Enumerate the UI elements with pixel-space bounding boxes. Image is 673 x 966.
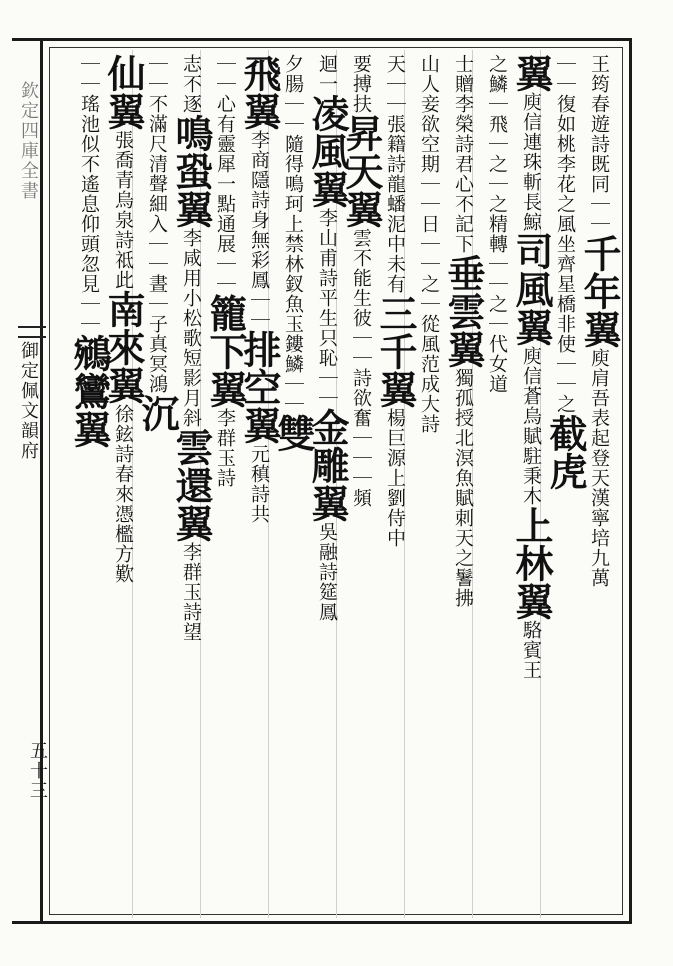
citation-text: 晝｜ — [146, 274, 168, 314]
citation-text: 日｜｜之｜從風范成大詩 — [418, 214, 440, 434]
citation-text: 獨孤授北溟魚賦刺天之鬐拂 — [452, 368, 474, 608]
fish-tail-mark — [18, 326, 46, 338]
margin-book-title: 御定佩文韻府 — [18, 341, 39, 461]
citation-text: 代女道 — [486, 334, 508, 394]
citation-text: 張籍詩龍蟠泥中未有 — [384, 114, 406, 294]
headword: 翼 — [509, 54, 554, 92]
citation-text: 庾信蒼烏賦駐秉木 — [520, 346, 542, 506]
headword: 上林翼 — [509, 506, 554, 620]
headword: 昇天翼 — [339, 114, 384, 228]
headword: 垂雲翼 — [441, 254, 486, 368]
citation-text: 山人妾欲空期｜｜ — [418, 54, 440, 214]
headword: 雲還翼 — [169, 428, 214, 542]
citation-text: 張喬青烏泉詩祗此 — [112, 130, 134, 290]
citation-text: 息仰頭忽見｜｜ — [78, 194, 100, 334]
citation-text: 之精轉｜｜之｜ — [486, 194, 508, 334]
citation-text: 之風坐齊星橋非使｜｜之 — [554, 194, 576, 414]
headword: 沉 — [135, 394, 180, 432]
citation-text: 李群玉詩望 — [180, 542, 202, 642]
citation-text: 之鱗｜飛｜之｜ — [486, 54, 508, 194]
citation-text: 元稹詩共 — [248, 444, 270, 524]
citation-text: 駱賓王 — [520, 620, 542, 680]
citation-text: 庾肩吾表起登天漢寧培九萬 — [588, 348, 610, 588]
citation-text: 志不逐 — [180, 54, 202, 114]
citation-text: 李商隱詩身無彩鳳｜｜ — [248, 130, 270, 330]
citation-text: ｜｜ — [146, 54, 168, 94]
citation-text: 李咸用小松歌短影月斜 — [180, 228, 202, 428]
citation-text: ｜｜隨得鳴珂上禁林 — [282, 94, 304, 274]
headword: 金雕翼 — [305, 408, 350, 522]
citation-text: 不滿尺清聲細入｜｜ — [146, 94, 168, 274]
citation-text: 釵魚玉鏤鱗｜｜ — [282, 274, 304, 414]
margin-strip — [12, 38, 48, 924]
citation-text: 王筠春遊詩既同 — [588, 54, 610, 194]
citation-text: 楊巨源上劉侍中 — [384, 408, 406, 548]
citation-text: ｜｜復如桃李花 — [554, 54, 576, 194]
headword: 籠下翼 — [203, 294, 248, 408]
headword: 排空翼 — [237, 330, 282, 444]
headword: 鳴蛩翼 — [169, 114, 214, 228]
headword: 截虎 — [543, 414, 588, 490]
headword: 鵷鸞翼 — [67, 334, 112, 448]
citation-text: ｜｜ — [588, 194, 610, 234]
citation-text: 子真冥鴻 — [146, 314, 168, 394]
citation-text: 天｜｜ — [384, 54, 406, 114]
citation-text: 夕腸 — [282, 54, 304, 94]
citation-text: 士贈李榮詩君心不記下 — [452, 54, 474, 254]
headword: 仙翼 — [101, 54, 146, 130]
citation-text: 詩欲奮｜｜｜頻 — [350, 368, 372, 508]
citation-text: 要搏扶 — [350, 54, 372, 114]
headword: 飛翼 — [237, 54, 282, 130]
citation-text: 庾信連珠斬長鯨 — [520, 92, 542, 232]
headword: 千年翼 — [577, 234, 622, 348]
headword: 三千翼 — [373, 294, 418, 408]
citation-text: 吳融詩筵鳳 — [316, 522, 338, 622]
citation-text: 李山甫詩平生只恥｜｜ — [316, 208, 338, 408]
headword: 司風翼 — [509, 232, 554, 346]
text-column — [66, 54, 112, 448]
citation-text: ｜｜瑤池似不遙 — [78, 54, 100, 194]
margin-collection-title: 欽定四庫全書 — [18, 81, 39, 201]
headword: 南來翼 — [101, 290, 146, 404]
citation-text: 迴一 — [316, 54, 338, 94]
citation-text: ｜｜心有靈犀一點通 — [214, 54, 236, 234]
citation-text: 雲不能生彼｜｜ — [350, 228, 372, 368]
citation-text: 徐鉉詩春來憑檻方歎 — [112, 404, 134, 584]
headword: 凌風翼 — [305, 94, 350, 208]
headword: 雙 — [271, 414, 316, 452]
page-number: 五十三 — [27, 741, 48, 801]
citation-text: 李群玉詩 — [214, 408, 236, 488]
citation-text: 展｜｜ — [214, 234, 236, 294]
